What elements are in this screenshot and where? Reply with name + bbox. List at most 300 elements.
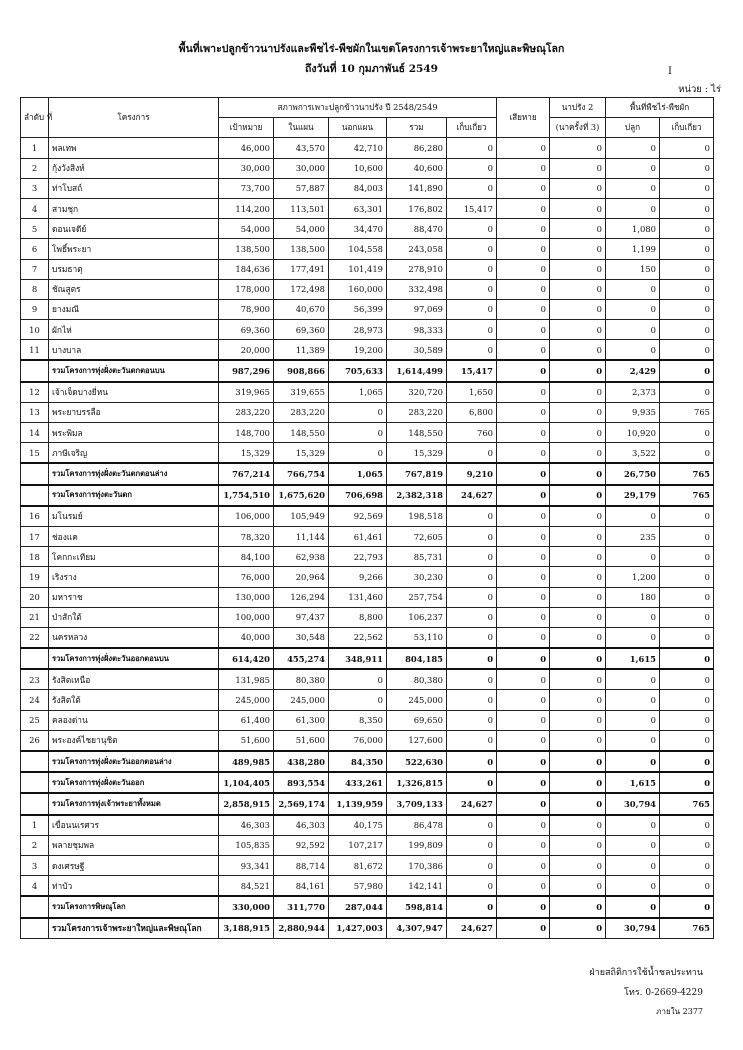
cell-no: 11 [21, 340, 49, 361]
cell-project: ท่าโบสถ์ [49, 178, 219, 198]
cell-no: 26 [21, 730, 49, 751]
report-title: พื้นที่เพาะปลูกข้าวนาปรังและพืชไร่-พืชผักในเขตโครงการเจ้าพระยาใหญ่และพิษณุโลก [178, 43, 565, 55]
cell-harvest2: 0 [660, 876, 714, 897]
cell-plant: 0 [606, 506, 660, 527]
table-row [21, 855, 714, 875]
cell-project: ช่องแค [49, 526, 219, 546]
cell-plant: 0 [606, 607, 660, 627]
cell-in-plan: 766,754 [274, 463, 329, 484]
cell-harvest2: 765 [660, 793, 714, 814]
cell-total: 176,802 [387, 198, 447, 218]
footer-tel: โทร. 0-2669-4229 [624, 988, 703, 998]
cell-project: ดงเศรษฐี [49, 855, 219, 875]
col-header-project: โครงการ [49, 98, 219, 138]
cell-total: 15,329 [387, 443, 447, 464]
cell-target: 84,100 [219, 547, 274, 567]
cell-total: 30,589 [387, 340, 447, 361]
cell-damaged: 0 [497, 443, 550, 464]
cell-target: 148,700 [219, 423, 274, 443]
cell-plant: 3,522 [606, 443, 660, 464]
cell-harvest: 0 [447, 138, 497, 158]
cell-total: 69,650 [387, 710, 447, 730]
cell-target: 319,965 [219, 382, 274, 403]
cell-in-plan: 88,714 [274, 855, 329, 875]
cell-rice2: 0 [550, 918, 606, 939]
cell-no: 16 [21, 506, 49, 527]
table-row [21, 279, 714, 299]
cell-harvest2: 0 [660, 648, 714, 669]
cell-harvest: 0 [447, 896, 497, 917]
cell-target: 40,000 [219, 627, 274, 648]
cell-plant: 0 [606, 835, 660, 855]
cell-total: 598,814 [387, 896, 447, 917]
cell-harvest2: 0 [660, 526, 714, 546]
table-row [21, 138, 714, 158]
cell-no: 8 [21, 279, 49, 299]
table-row [21, 423, 714, 443]
cell-target: 30,000 [219, 158, 274, 178]
subtotal-row [21, 793, 714, 814]
cell-plant: 180 [606, 587, 660, 607]
cell-harvest: 0 [447, 690, 497, 710]
cell-harvest: 0 [447, 627, 497, 648]
cell-harvest2: 0 [660, 607, 714, 627]
table-row [21, 299, 714, 319]
cell-rice2: 0 [550, 855, 606, 875]
cell-target: 2,858,915 [219, 793, 274, 814]
table-row [21, 320, 714, 340]
cell-no [21, 772, 49, 793]
cell-project: พระพิมล [49, 423, 219, 443]
cell-project: พระยาบรรลือ [49, 402, 219, 422]
cell-harvest2: 0 [660, 138, 714, 158]
cell-harvest: 0 [447, 710, 497, 730]
cell-out-plan: 9,266 [329, 567, 387, 587]
cell-total: 142,141 [387, 876, 447, 897]
cell-out-plan: 42,710 [329, 138, 387, 158]
cell-target: 130,000 [219, 587, 274, 607]
subtotal-row [21, 463, 714, 484]
cell-target: 131,985 [219, 669, 274, 690]
subtotal-row [21, 751, 714, 772]
cell-total: 332,498 [387, 279, 447, 299]
cell-total: 98,333 [387, 320, 447, 340]
cell-no: 2 [21, 835, 49, 855]
cell-harvest2: 0 [660, 239, 714, 259]
cell-out-plan: 63,301 [329, 198, 387, 218]
cell-out-plan: 1,139,959 [329, 793, 387, 814]
cell-rice2: 0 [550, 526, 606, 546]
cell-total: 80,380 [387, 669, 447, 690]
cell-harvest2: 765 [660, 402, 714, 422]
table-row [21, 835, 714, 855]
cell-in-plan: 51,600 [274, 730, 329, 751]
cell-harvest: 0 [447, 669, 497, 690]
cell-plant: 1,080 [606, 219, 660, 239]
cell-in-plan: 54,000 [274, 219, 329, 239]
cell-damaged: 0 [497, 547, 550, 567]
cell-out-plan: 705,633 [329, 360, 387, 381]
cell-damaged: 0 [497, 710, 550, 730]
cell-in-plan: 172,498 [274, 279, 329, 299]
cell-total: 257,754 [387, 587, 447, 607]
cell-target: 614,420 [219, 648, 274, 669]
cell-project: พระองค์ไชยานุชิต [49, 730, 219, 751]
cell-in-plan: 908,866 [274, 360, 329, 381]
report-date: ถึงวันที่ 10 กุมภาพันธ์ 2549 [305, 63, 438, 75]
cell-no [21, 793, 49, 814]
cell-harvest: 760 [447, 423, 497, 443]
cell-project: บรมธาตุ [49, 259, 219, 279]
col-header-total: รวม [387, 118, 447, 138]
cell-rice2: 0 [550, 772, 606, 793]
cell-no: 17 [21, 526, 49, 546]
cell-in-plan: 30,548 [274, 627, 329, 648]
grand-total-row [21, 918, 714, 939]
cell-target: 283,220 [219, 402, 274, 422]
cell-harvest: 0 [447, 178, 497, 198]
cell-harvest2: 0 [660, 835, 714, 855]
cell-total: 40,600 [387, 158, 447, 178]
cell-out-plan: 81,672 [329, 855, 387, 875]
cell-no: 15 [21, 443, 49, 464]
cell-no: 3 [21, 178, 49, 198]
cell-harvest: 0 [447, 648, 497, 669]
footer-dept: ฝ่ายสถิติการใช้น้ำชลประทาน [589, 968, 703, 978]
cell-target: 330,000 [219, 896, 274, 917]
cell-no: 24 [21, 690, 49, 710]
cell-no [21, 751, 49, 772]
cell-target: 15,329 [219, 443, 274, 464]
cell-target: 987,296 [219, 360, 274, 381]
cell-rice2: 0 [550, 239, 606, 259]
cell-rice2: 0 [550, 485, 606, 506]
cell-plant: 0 [606, 178, 660, 198]
cell-out-plan: 56,399 [329, 299, 387, 319]
cell-harvest: 0 [447, 567, 497, 587]
cell-harvest2: 0 [660, 158, 714, 178]
cell-damaged: 0 [497, 463, 550, 484]
subtotal-row [21, 485, 714, 506]
cell-target: 767,214 [219, 463, 274, 484]
cell-out-plan: 706,698 [329, 485, 387, 506]
cell-plant: 0 [606, 547, 660, 567]
cell-project: รวมโครงการทุ่งฝั่งตะวันตกตอนบน [49, 360, 219, 381]
cell-plant: 26,750 [606, 463, 660, 484]
cell-rice2: 0 [550, 219, 606, 239]
cell-total: 30,230 [387, 567, 447, 587]
cell-total: 86,280 [387, 138, 447, 158]
cell-out-plan: 0 [329, 423, 387, 443]
cell-in-plan: 57,887 [274, 178, 329, 198]
cell-in-plan: 245,000 [274, 690, 329, 710]
cell-harvest: 0 [447, 547, 497, 567]
cell-damaged: 0 [497, 382, 550, 403]
cell-out-plan: 1,427,003 [329, 918, 387, 939]
cell-rice2: 0 [550, 751, 606, 772]
cell-in-plan: 69,360 [274, 320, 329, 340]
subtotal-row [21, 896, 714, 917]
cell-damaged: 0 [497, 402, 550, 422]
cell-no: 13 [21, 402, 49, 422]
cell-in-plan: 148,550 [274, 423, 329, 443]
cell-harvest2: 0 [660, 547, 714, 567]
cell-in-plan: 893,554 [274, 772, 329, 793]
cell-total: 4,307,947 [387, 918, 447, 939]
cell-out-plan: 433,261 [329, 772, 387, 793]
cell-no [21, 485, 49, 506]
col-header-in-plan: ในแผน [274, 118, 329, 138]
cell-in-plan: 84,161 [274, 876, 329, 897]
cell-rice2: 0 [550, 382, 606, 403]
table-row [21, 158, 714, 178]
cell-out-plan: 40,175 [329, 815, 387, 836]
cell-damaged: 0 [497, 648, 550, 669]
cell-total: 2,382,318 [387, 485, 447, 506]
cell-out-plan: 8,800 [329, 607, 387, 627]
cell-rice2: 0 [550, 669, 606, 690]
cell-rice2: 0 [550, 320, 606, 340]
cell-damaged: 0 [497, 198, 550, 218]
cell-target: 73,700 [219, 178, 274, 198]
cell-total: 320,720 [387, 382, 447, 403]
cell-out-plan: 160,000 [329, 279, 387, 299]
cell-plant: 0 [606, 690, 660, 710]
cell-in-plan: 20,964 [274, 567, 329, 587]
cell-target: 114,200 [219, 198, 274, 218]
cell-plant: 2,429 [606, 360, 660, 381]
cell-damaged: 0 [497, 567, 550, 587]
cell-harvest2: 0 [660, 730, 714, 751]
cell-damaged: 0 [497, 526, 550, 546]
cell-project: รวมโครงการทุ่งฝั่งตะวันออกตอนล่าง [49, 751, 219, 772]
cell-target: 61,400 [219, 710, 274, 730]
cell-target: 1,754,510 [219, 485, 274, 506]
cell-total: 243,058 [387, 239, 447, 259]
cell-harvest2: 0 [660, 567, 714, 587]
cell-rice2: 0 [550, 587, 606, 607]
cell-in-plan: 1,675,620 [274, 485, 329, 506]
cell-rice2: 0 [550, 463, 606, 484]
cell-damaged: 0 [497, 627, 550, 648]
cell-total: 3,709,133 [387, 793, 447, 814]
cell-target: 20,000 [219, 340, 274, 361]
cell-no: 1 [21, 815, 49, 836]
cell-no: 19 [21, 567, 49, 587]
table-row [21, 567, 714, 587]
page-mark: I [668, 66, 672, 77]
cell-plant: 235 [606, 526, 660, 546]
table-row [21, 239, 714, 259]
subtotal-row [21, 772, 714, 793]
cell-plant: 10,920 [606, 423, 660, 443]
cell-harvest: 24,627 [447, 793, 497, 814]
cell-harvest: 0 [447, 239, 497, 259]
cell-total: 88,470 [387, 219, 447, 239]
cell-out-plan: 0 [329, 690, 387, 710]
cell-rice2: 0 [550, 793, 606, 814]
cell-damaged: 0 [497, 896, 550, 917]
cell-harvest2: 0 [660, 751, 714, 772]
cell-total: 522,630 [387, 751, 447, 772]
cell-harvest: 1,650 [447, 382, 497, 403]
cell-damaged: 0 [497, 669, 550, 690]
cell-plant: 0 [606, 896, 660, 917]
cell-harvest: 0 [447, 506, 497, 527]
cell-in-plan: 40,670 [274, 299, 329, 319]
cell-harvest2: 765 [660, 485, 714, 506]
cell-project: ท่าบัว [49, 876, 219, 897]
cell-out-plan: 28,973 [329, 320, 387, 340]
cell-target: 78,900 [219, 299, 274, 319]
cell-no: 3 [21, 855, 49, 875]
col-header-plant: ปลูก [606, 118, 660, 138]
cell-total: 127,600 [387, 730, 447, 751]
cell-project: ผักไห่ [49, 320, 219, 340]
cell-total: 245,000 [387, 690, 447, 710]
cell-out-plan: 8,350 [329, 710, 387, 730]
rice-planting-table [20, 97, 714, 939]
cell-harvest2: 0 [660, 669, 714, 690]
cell-harvest2: 0 [660, 815, 714, 836]
cell-out-plan: 101,419 [329, 259, 387, 279]
cell-in-plan: 438,280 [274, 751, 329, 772]
cell-project: นครหลวง [49, 627, 219, 648]
subtotal-row [21, 648, 714, 669]
cell-harvest: 15,417 [447, 198, 497, 218]
cell-no [21, 896, 49, 917]
table-row [21, 547, 714, 567]
cell-project: กุ้งวังสิงห์ [49, 158, 219, 178]
cell-out-plan: 0 [329, 669, 387, 690]
col-header-rice2-top: นาปรัง 2 [550, 98, 606, 118]
cell-in-plan: 61,300 [274, 710, 329, 730]
cell-harvest: 0 [447, 855, 497, 875]
cell-in-plan: 11,389 [274, 340, 329, 361]
cell-target: 46,000 [219, 138, 274, 158]
cell-project: รวมโครงการทุ่งตะวันตก [49, 485, 219, 506]
cell-no: 6 [21, 239, 49, 259]
cell-no: 18 [21, 547, 49, 567]
table-row [21, 340, 714, 361]
cell-in-plan: 311,770 [274, 896, 329, 917]
cell-total: 170,386 [387, 855, 447, 875]
cell-in-plan: 62,938 [274, 547, 329, 567]
cell-out-plan: 22,793 [329, 547, 387, 567]
table-row [21, 690, 714, 710]
cell-harvest: 0 [447, 299, 497, 319]
cell-total: 283,220 [387, 402, 447, 422]
cell-target: 69,360 [219, 320, 274, 340]
cell-rice2: 0 [550, 835, 606, 855]
cell-total: 198,518 [387, 506, 447, 527]
cell-plant: 2,373 [606, 382, 660, 403]
cell-in-plan: 15,329 [274, 443, 329, 464]
cell-rice2: 0 [550, 279, 606, 299]
cell-harvest: 24,627 [447, 485, 497, 506]
cell-target: 93,341 [219, 855, 274, 875]
cell-out-plan: 22,562 [329, 627, 387, 648]
table-row [21, 198, 714, 218]
cell-plant: 0 [606, 340, 660, 361]
cell-project: เริงราง [49, 567, 219, 587]
cell-harvest: 0 [447, 259, 497, 279]
table-row [21, 526, 714, 546]
cell-project: พลเทพ [49, 138, 219, 158]
cell-harvest: 0 [447, 730, 497, 751]
col-header-damaged: เสียหาย [497, 98, 550, 138]
cell-harvest2: 0 [660, 340, 714, 361]
cell-no: 21 [21, 607, 49, 627]
cell-plant: 0 [606, 627, 660, 648]
cell-harvest2: 765 [660, 463, 714, 484]
cell-damaged: 0 [497, 299, 550, 319]
cell-harvest2: 0 [660, 198, 714, 218]
cell-rice2: 0 [550, 648, 606, 669]
cell-damaged: 0 [497, 587, 550, 607]
cell-damaged: 0 [497, 815, 550, 836]
cell-in-plan: 177,491 [274, 259, 329, 279]
cell-target: 178,000 [219, 279, 274, 299]
cell-harvest: 0 [447, 443, 497, 464]
cell-rice2: 0 [550, 876, 606, 897]
cell-rice2: 0 [550, 402, 606, 422]
cell-no: 22 [21, 627, 49, 648]
cell-in-plan: 105,949 [274, 506, 329, 527]
col-header-out-plan: นอกแผน [329, 118, 387, 138]
cell-harvest2: 0 [660, 382, 714, 403]
cell-rice2: 0 [550, 299, 606, 319]
cell-project: โพธิ์พระยา [49, 239, 219, 259]
cell-in-plan: 138,500 [274, 239, 329, 259]
cell-plant: 0 [606, 855, 660, 875]
cell-no: 14 [21, 423, 49, 443]
cell-out-plan: 1,065 [329, 382, 387, 403]
cell-damaged: 0 [497, 320, 550, 340]
cell-no: 20 [21, 587, 49, 607]
cell-out-plan: 84,350 [329, 751, 387, 772]
cell-no: 4 [21, 198, 49, 218]
cell-total: 86,478 [387, 815, 447, 836]
cell-rice2: 0 [550, 158, 606, 178]
cell-project: รังสิตใต้ [49, 690, 219, 710]
cell-harvest2: 0 [660, 443, 714, 464]
cell-target: 46,303 [219, 815, 274, 836]
cell-in-plan: 97,437 [274, 607, 329, 627]
table-row [21, 402, 714, 422]
cell-rice2: 0 [550, 627, 606, 648]
cell-out-plan: 76,000 [329, 730, 387, 751]
cell-rice2: 0 [550, 340, 606, 361]
cell-project: รวมโครงการเจ้าพระยาใหญ่และพิษณุโลก [49, 918, 219, 939]
cell-rice2: 0 [550, 710, 606, 730]
cell-no: 9 [21, 299, 49, 319]
cell-project: บางบาล [49, 340, 219, 361]
cell-no [21, 360, 49, 381]
cell-harvest: 0 [447, 772, 497, 793]
table-row [21, 815, 714, 836]
cell-no [21, 918, 49, 939]
cell-rice2: 0 [550, 423, 606, 443]
cell-out-plan: 92,569 [329, 506, 387, 527]
cell-plant: 30,794 [606, 793, 660, 814]
cell-total: 97,069 [387, 299, 447, 319]
cell-out-plan: 287,044 [329, 896, 387, 917]
cell-no: 10 [21, 320, 49, 340]
cell-harvest2: 0 [660, 896, 714, 917]
cell-rice2: 0 [550, 730, 606, 751]
cell-project: สามชุก [49, 198, 219, 218]
